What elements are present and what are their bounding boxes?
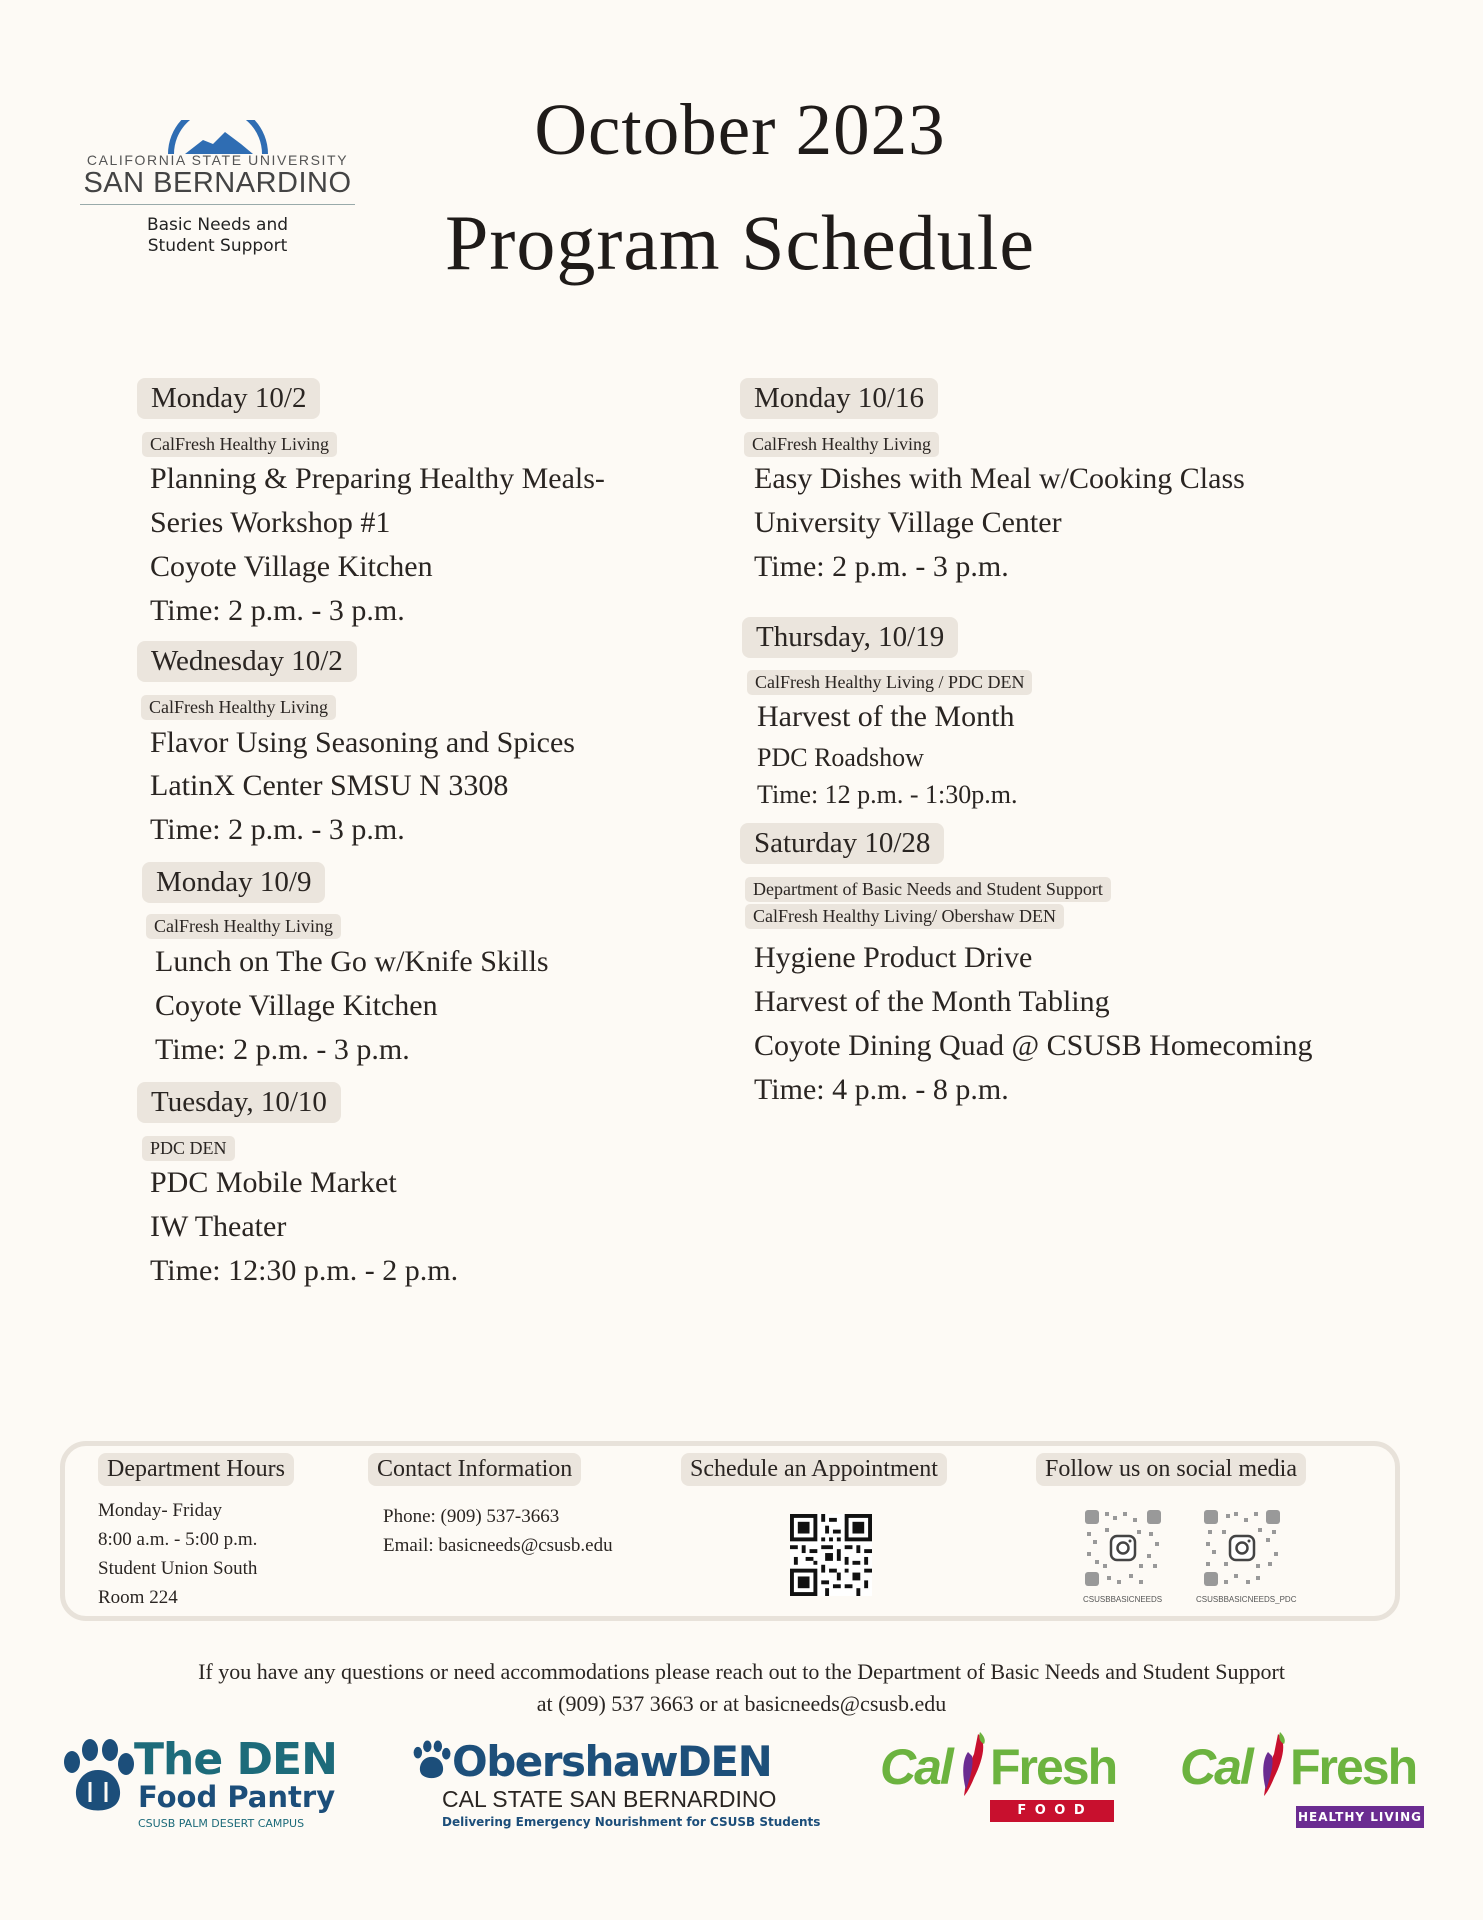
- hours-location: Student Union South: [98, 1558, 258, 1579]
- event-time: Time: 4 p.m. - 8 p.m.: [754, 1073, 1009, 1106]
- event-location: University Village Center: [754, 506, 1062, 539]
- event-category-secondary: CalFresh Healthy Living/ Obershaw DEN: [745, 904, 1064, 929]
- event-title: Harvest of the Month: [757, 700, 1015, 733]
- obershaw-logo-title: ObershawDEN: [452, 1737, 772, 1786]
- obershaw-paw-icon: [410, 1740, 452, 1780]
- event-time: Time: 2 p.m. - 3 p.m.: [754, 550, 1009, 583]
- event-location: IW Theater: [150, 1210, 287, 1243]
- vegetable-icon: [960, 1732, 990, 1798]
- den-logo-title: The DEN: [134, 1734, 337, 1785]
- event-title: Planning & Preparing Healthy Meals-: [150, 462, 605, 495]
- event-day: Thursday, 10/19: [742, 617, 958, 658]
- contact-phone[interactable]: Phone: (909) 537-3663: [383, 1506, 560, 1527]
- event-category: CalFresh Healthy Living / PDC DEN: [747, 670, 1032, 695]
- appointment-heading: Schedule an Appointment: [681, 1453, 947, 1486]
- event-day: Monday 10/9: [142, 862, 325, 903]
- event-time: Time: 12:30 p.m. - 2 p.m.: [150, 1254, 459, 1287]
- event-time: Time: 2 p.m. - 3 p.m.: [150, 813, 405, 846]
- university-name-line1: CALIFORNIA STATE UNIVERSITY: [86, 152, 349, 168]
- event-category: CalFresh Healthy Living: [744, 432, 939, 457]
- den-logo-subtitle: Food Pantry: [138, 1780, 336, 1814]
- department-name-line2: Student Support: [147, 236, 288, 256]
- event-day: Tuesday, 10/10: [137, 1082, 341, 1123]
- event-location: LatinX Center SMSU N 3308: [150, 769, 509, 802]
- calfresh-hl-cal: Cal: [1180, 1739, 1252, 1795]
- event-title: Hygiene Product Drive: [754, 941, 1033, 974]
- event-title-cont: Harvest of the Month Tabling: [754, 985, 1110, 1018]
- event-category: Department of Basic Needs and Student Support: [745, 877, 1111, 902]
- event-day: Wednesday 10/2: [137, 641, 357, 682]
- event-title: Flavor Using Seasoning and Spices: [150, 726, 575, 759]
- event-time: Time: 2 p.m. - 3 p.m.: [155, 1033, 410, 1066]
- event-location: PDC Roadshow: [757, 743, 924, 772]
- event-title-cont: Series Workshop #1: [150, 506, 391, 539]
- paw-print-icon: [58, 1738, 136, 1814]
- hours-heading: Department Hours: [98, 1453, 294, 1486]
- calfresh-food-tag: F O O D: [990, 1800, 1114, 1822]
- obershaw-logo-caption: Delivering Emergency Nourishment for CSUSB Students: [442, 1815, 821, 1829]
- event-time: Time: 2 p.m. - 3 p.m.: [150, 594, 405, 627]
- university-name-line2: SAN BERNARDINO: [83, 167, 352, 199]
- calfresh-hl-tag: HEALTHY LIVING: [1296, 1806, 1424, 1828]
- event-day: Monday 10/2: [137, 378, 320, 419]
- event-location: Coyote Village Kitchen: [155, 989, 438, 1022]
- den-logo-caption: CSUSB PALM DESERT CAMPUS: [138, 1817, 305, 1830]
- event-category: CalFresh Healthy Living: [141, 695, 336, 720]
- event-day: Monday 10/16: [740, 378, 938, 419]
- accommodations-note-line1: If you have any questions or need accommodations please reach out to the Department of Basic Needs and Student Support: [198, 1659, 1285, 1684]
- hours-days: Monday- Friday: [98, 1500, 223, 1521]
- event-category: CalFresh Healthy Living: [142, 432, 337, 457]
- calfresh-hl-fresh: Fresh: [1290, 1739, 1417, 1795]
- hours-time: 8:00 a.m. - 5:00 p.m.: [98, 1529, 258, 1550]
- calfresh-food-fresh: Fresh: [990, 1739, 1117, 1795]
- mountain-logo-icon: [163, 120, 273, 156]
- event-category: CalFresh Healthy Living: [146, 914, 341, 939]
- department-name-line1: Basic Needs and: [146, 215, 289, 235]
- university-logo: [80, 120, 355, 257]
- event-location: Coyote Village Kitchen: [150, 550, 433, 583]
- accommodations-note-line2: at (909) 537 3663 or at basicneeds@csusb.edu: [536, 1691, 947, 1716]
- event-location: Coyote Dining Quad @ CSUSB Homecoming: [754, 1029, 1313, 1062]
- event-time: Time: 12 p.m. - 1:30p.m.: [757, 780, 1018, 809]
- instagram-qr-code-icon[interactable]: [1083, 1508, 1163, 1588]
- contact-email[interactable]: Email: basicneeds@csusb.edu: [383, 1535, 613, 1556]
- page-title-month: October 2023: [534, 89, 946, 170]
- event-title: Lunch on The Go w/Knife Skills: [155, 945, 549, 978]
- instagram-pdc-qr-code-icon[interactable]: [1202, 1508, 1282, 1588]
- event-title: Easy Dishes with Meal w/Cooking Class: [754, 462, 1245, 495]
- social-heading: Follow us on social media: [1036, 1453, 1306, 1486]
- instagram-handle: CSUSBBASICNEEDS: [1083, 1595, 1163, 1604]
- instagram-handle-pdc: CSUSBBASICNEEDS_PDC: [1196, 1595, 1297, 1604]
- logo-divider: [80, 204, 355, 205]
- appointment-qr-code-icon[interactable]: [790, 1514, 872, 1596]
- contact-heading: Contact Information: [368, 1453, 581, 1486]
- accommodations-note: [40, 1656, 1443, 1720]
- event-day: Saturday 10/28: [740, 823, 944, 864]
- hours-room: Room 224: [98, 1587, 178, 1608]
- event-category: PDC DEN: [142, 1136, 235, 1161]
- calfresh-food-cal: Cal: [880, 1739, 952, 1795]
- event-title: PDC Mobile Market: [150, 1166, 397, 1199]
- page-title: Program Schedule: [444, 199, 1036, 286]
- vegetable-icon: [1260, 1732, 1290, 1798]
- obershaw-logo-subtitle: CAL STATE SAN BERNARDINO: [442, 1786, 777, 1812]
